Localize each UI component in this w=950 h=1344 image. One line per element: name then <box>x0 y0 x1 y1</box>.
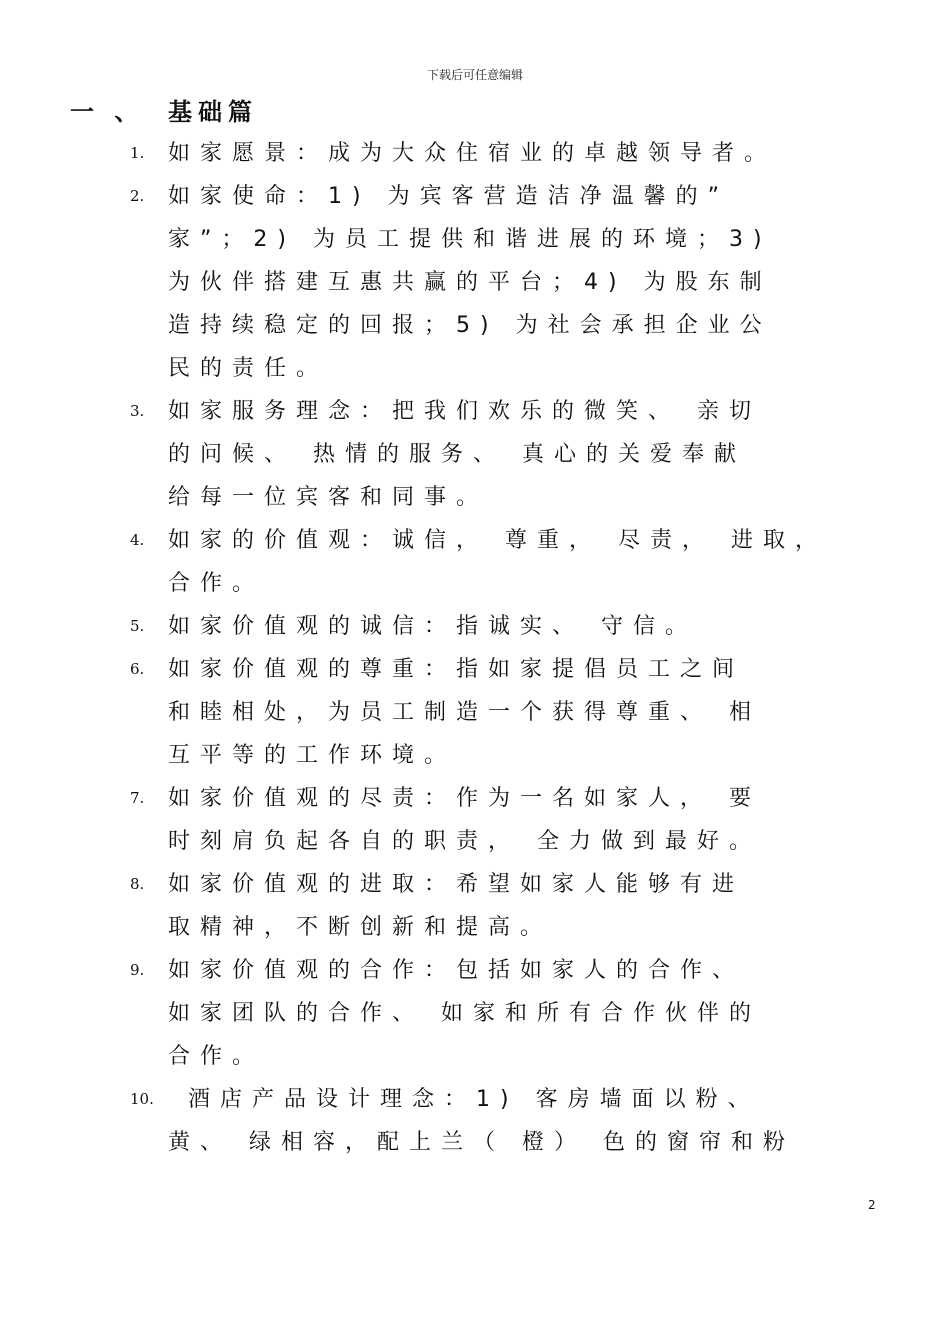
list-item-text-line: 的问候、 热情的服务、 真心的关爱奉献 <box>168 442 746 467</box>
list-item-text-line: 如家愿景：成为大众住宿业的卓越领导者。 <box>168 141 777 166</box>
list-item-text-line: 如家价值观的尊重：指如家提倡员工之间 <box>168 657 745 682</box>
list-item-text-line: 为伙伴搭建互惠共赢的平台；4) 为股东制 <box>168 270 772 295</box>
list-item-text-line: 时刻肩负起各自的职责， 全力做到最好。 <box>168 829 761 854</box>
list-item-text-line: 合作。 <box>168 1044 265 1069</box>
list-item-number: 9. <box>130 961 145 979</box>
list-item-text-line: 互平等的工作环境。 <box>168 743 457 768</box>
page-header: 下载后可任意编辑 <box>426 68 523 82</box>
list-item-text-line: 如家价值观的尽责：作为一名如家人， 要 <box>168 786 761 811</box>
list-item <box>0 132 950 175</box>
section-number: 一 、 <box>70 98 145 126</box>
list-item <box>0 605 950 648</box>
page-number: 2 <box>868 1198 876 1212</box>
list-item <box>0 949 950 1078</box>
numbered-list <box>0 132 950 1164</box>
list-item-text-line: 民的责任。 <box>168 356 329 381</box>
list-item-text-line: 家”；2) 为员工提供和谐进展的环境；3) <box>168 227 772 252</box>
list-item-text-line: 如家价值观的进取：希望如家人能够有进 <box>168 872 745 897</box>
section-title: 基础篇 <box>168 98 258 126</box>
list-item <box>0 1078 950 1164</box>
list-item-number: 3. <box>130 402 145 420</box>
list-item <box>0 863 950 949</box>
list-item-number: 10. <box>130 1090 154 1108</box>
list-item-text-line: 如家团队的合作、 如家和所有合作伙伴的 <box>168 1001 761 1026</box>
list-item-text-line: 合作。 <box>168 571 265 596</box>
list-item-text-line: 黄、 绿相容，配上兰（ 橙） 色的窗帘和粉 <box>168 1130 795 1155</box>
list-item-number: 7. <box>130 789 145 807</box>
list-item <box>0 175 950 390</box>
list-item-text-line: 如家价值观的合作：包括如家人的合作、 <box>168 958 745 983</box>
list-item-text-line: 取精神，不断创新和提高。 <box>168 915 553 940</box>
list-item-text-line: 如家价值观的诚信：指诚实、 守信。 <box>168 614 697 639</box>
section-heading <box>70 92 258 127</box>
list-item-text-line: 和睦相处，为员工制造一个获得尊重、 相 <box>168 700 761 725</box>
list-item-number: 6. <box>130 660 145 678</box>
list-item <box>0 648 950 777</box>
list-item-text-line: 造持续稳定的回报；5) 为社会承担企业公 <box>168 313 772 338</box>
list-item-text-line: 如家使命：1) 为宾客营造洁净温馨的” <box>168 184 729 209</box>
list-item <box>0 777 950 863</box>
list-item-number: 5. <box>130 617 145 635</box>
list-item-number: 1. <box>130 144 145 162</box>
list-item-number: 4. <box>130 531 145 549</box>
list-item <box>0 519 950 605</box>
list-item-text-line: 如家服务理念：把我们欢乐的微笑、 亲切 <box>168 399 761 424</box>
list-item-text-line: 如家的价值观：诚信， 尊重， 尽责， 进取， <box>168 528 827 553</box>
list-item <box>0 390 950 519</box>
list-item-text-line: 酒店产品设计理念：1) 客房墙面以粉、 <box>188 1087 760 1112</box>
list-item-number: 8. <box>130 875 145 893</box>
list-item-text-line: 给每一位宾客和同事。 <box>168 485 489 510</box>
list-item-number: 2. <box>130 187 145 205</box>
